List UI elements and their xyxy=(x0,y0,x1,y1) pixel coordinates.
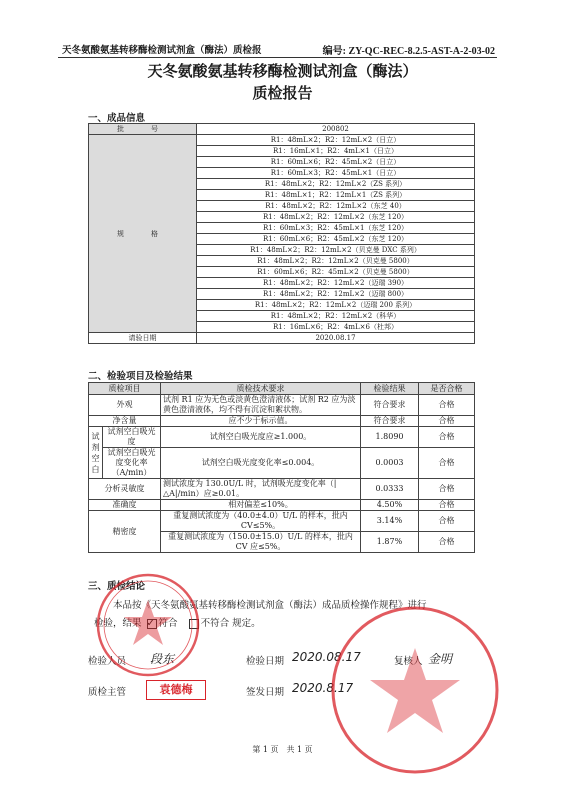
item-blank-rate: 试剂空白吸光度变化率（A/min） xyxy=(103,448,161,479)
group-reagent-blank: 试剂空白 xyxy=(89,427,103,479)
option-pass-label: 符合 xyxy=(158,618,178,629)
item-precision: 精密度 xyxy=(89,511,161,553)
spec-label: 规 格 xyxy=(89,135,197,333)
spec-value: R1：60mL×3；R2：45mL×1（东芝 120） xyxy=(197,223,475,234)
conclusion-line-2 xyxy=(94,615,474,633)
spec-value: R1：16mL×1；R2：4mL×1（日立） xyxy=(197,146,475,157)
batch-label: 批 号 xyxy=(89,124,197,135)
conclusion-end: 规定。 xyxy=(232,618,261,629)
section-conclusion-heading: 三、质检结论 xyxy=(88,581,146,592)
section-product-info-heading: 一、成品信息 xyxy=(88,113,146,124)
pass-blank-abs: 合格 xyxy=(419,427,475,448)
item-accuracy: 准确度 xyxy=(89,500,161,511)
document-number: 编号: ZY-QC-REC-8.2.5-AST-A-2-03-02 xyxy=(322,46,495,57)
req-blank-abs: 试剂空白吸光度应≥1.000。 xyxy=(161,427,361,448)
product-info-table xyxy=(88,123,475,344)
item-sensitivity: 分析灵敏度 xyxy=(89,479,161,500)
req-sensitivity: 测试浓度为 130.0U/L 时，试剂吸光度变化率（|△A|/min）应≥0.01。 xyxy=(161,479,361,500)
pass-precision-low: 合格 xyxy=(419,511,475,532)
req-precision-high: 重复测试浓度为（150.0±15.0）U/L 的样本，批内 CV 应≤5%。 xyxy=(161,532,361,553)
spec-value: R1：48mL×2；R2：12mL×2（科华） xyxy=(197,311,475,322)
header-rule xyxy=(58,57,497,58)
conclusion-line-1: 本品按《天冬氨酸氨基转移酶检测试剂盒（酶法）成品质检操作规程》进行 xyxy=(113,600,427,611)
table-row xyxy=(89,479,475,500)
result-volume: 符合要求 xyxy=(361,416,419,427)
result-blank-rate: 0.0003 xyxy=(361,448,419,479)
spec-value: R1：48mL×2；R2：12mL×2（迈瑞 390） xyxy=(197,278,475,289)
spec-value: R1：60mL×3；R2：45mL×1（日立） xyxy=(197,168,475,179)
pass-sensitivity: 合格 xyxy=(419,479,475,500)
req-appearance: 试剂 R1 应为无色或淡黄色澄清液体；试剂 R2 应为淡黄色澄清液体，均不得有沉淀和絮状物。 xyxy=(161,395,361,416)
item-blank-abs: 试剂空白吸光度 xyxy=(103,427,161,448)
spec-value: R1：48mL×2；R2：12mL×2（贝克曼 5800） xyxy=(197,256,475,267)
supervisor-name-stamp: 袁德梅 xyxy=(146,680,206,700)
item-volume: 净含量 xyxy=(89,416,161,427)
issue-date-label: 签发日期 xyxy=(246,687,285,698)
issue-date-signature: 2020.8.17 xyxy=(292,681,354,695)
req-volume: 应不少于标示值。 xyxy=(161,416,361,427)
section-results-heading: 二、检验项目及检验结果 xyxy=(88,371,193,382)
col-result: 检验结果 xyxy=(361,383,419,395)
col-requirement: 质检技术要求 xyxy=(161,383,361,395)
conclusion-result-label: 检验，结果 xyxy=(94,618,142,629)
req-precision-low: 重复测试浓度为（40.0±4.0）U/L 的样本，批内 CV≤5%。 xyxy=(161,511,361,532)
checkbox-pass xyxy=(147,619,157,629)
inspect-date-label: 检验日期 xyxy=(246,656,285,667)
pass-appearance: 合格 xyxy=(419,395,475,416)
request-date-label: 请验日期 xyxy=(89,333,197,344)
table-row xyxy=(89,395,475,416)
pass-precision-high: 合格 xyxy=(419,532,475,553)
request-date-value: 2020.08.17 xyxy=(197,333,475,344)
inspector-signature: 段东 xyxy=(150,652,175,666)
spec-value: R1：48mL×2；R2：12mL×2（日立） xyxy=(197,135,475,146)
report-title: 天冬氨酸氨基转移酶检测试剂盒（酶法） xyxy=(147,62,418,80)
option-fail-label: 不符合 xyxy=(200,618,230,629)
inspector-label: 检验人员 xyxy=(88,656,127,667)
spec-value: R1：48mL×1；R2：12mL×1（ZS 系列） xyxy=(197,190,475,201)
spec-value: R1：48mL×2；R2：12mL×2（迈瑞 800） xyxy=(197,289,475,300)
pass-volume: 合格 xyxy=(419,416,475,427)
results-header-row xyxy=(89,383,475,395)
spec-value: R1：48mL×2；R2：12mL×2（东芝 120） xyxy=(197,212,475,223)
col-pass: 是否合格 xyxy=(419,383,475,395)
report-subtitle: 质检报告 xyxy=(252,84,313,102)
item-appearance: 外观 xyxy=(89,395,161,416)
spec-value: R1：48mL×2；R2：12mL×2（ZS 系列） xyxy=(197,179,475,190)
result-precision-low: 3.14% xyxy=(361,511,419,532)
reviewer-signature: 金明 xyxy=(428,652,453,666)
table-row xyxy=(89,427,475,448)
req-blank-rate: 试剂空白吸光度变化率≤0.004。 xyxy=(161,448,361,479)
pass-blank-rate: 合格 xyxy=(419,448,475,479)
page-footer: 第 1 页 共 1 页 xyxy=(252,745,313,754)
result-appearance: 符合要求 xyxy=(361,395,419,416)
result-accuracy: 4.50% xyxy=(361,500,419,511)
col-item: 质检项目 xyxy=(89,383,161,395)
batch-value: 200802 xyxy=(197,124,475,135)
table-row xyxy=(89,448,475,479)
spec-value: R1：60mL×6；R2：45mL×2（东芝 120） xyxy=(197,234,475,245)
table-row xyxy=(89,416,475,427)
result-blank-abs: 1.8090 xyxy=(361,427,419,448)
spec-value: R1：60mL×6；R2：45mL×2（日立） xyxy=(197,157,475,168)
results-table xyxy=(88,382,475,553)
req-accuracy: 相对偏差≤10%。 xyxy=(161,500,361,511)
spec-value: R1：60mL×6；R2：45mL×2（贝克曼 5800） xyxy=(197,267,475,278)
pass-accuracy: 合格 xyxy=(419,500,475,511)
result-precision-high: 1.87% xyxy=(361,532,419,553)
table-row xyxy=(89,500,475,511)
date-row xyxy=(89,333,475,344)
result-sensitivity: 0.0333 xyxy=(361,479,419,500)
checkbox-fail xyxy=(189,619,199,629)
spec-value: R1：48mL×2；R2：12mL×2（贝克曼 DXC 系列） xyxy=(197,245,475,256)
conclusion-text xyxy=(94,597,474,633)
reviewer-label: 复核人 xyxy=(394,656,423,667)
spec-value: R1：48mL×2；R2：12mL×2（迈瑞 200 系列） xyxy=(197,300,475,311)
table-row xyxy=(89,511,475,532)
spec-value: R1：16mL×6；R2：4mL×6（杜邦） xyxy=(197,322,475,333)
spec-row xyxy=(89,135,475,146)
spec-value: R1：48mL×2；R2：12mL×2（东芝 40） xyxy=(197,201,475,212)
inspect-date-signature: 2020.08.17 xyxy=(292,650,361,664)
supervisor-label: 质检主管 xyxy=(88,687,127,698)
header-title: 天冬氨酸氨基转移酶检测试剂盒（酶法）质检报 xyxy=(62,45,262,56)
